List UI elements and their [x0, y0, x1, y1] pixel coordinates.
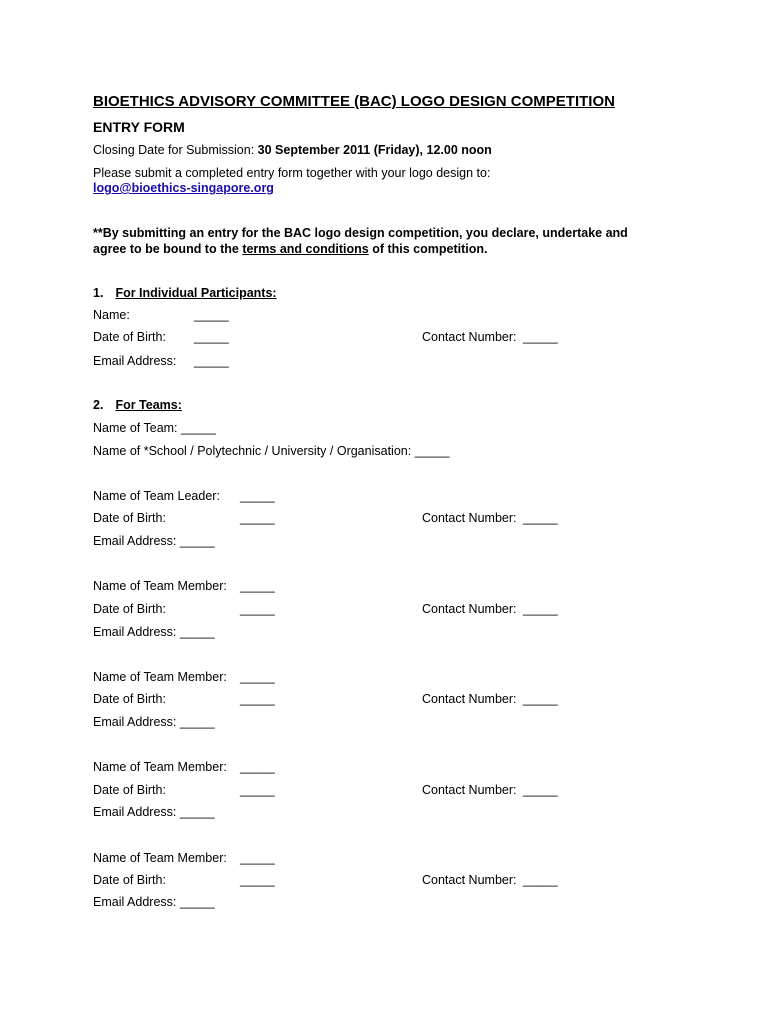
team-leader-email-row — [93, 534, 215, 548]
section-teams-heading — [93, 398, 182, 412]
team-member-4-dob-field[interactable]: _____ — [240, 873, 275, 887]
submission-email-link[interactable]: logo@bioethics-singapore.org — [93, 181, 274, 195]
team-member-1-contact-label: Contact Number: — [422, 602, 517, 616]
team-member-2-contact-field[interactable]: _____ — [523, 692, 558, 706]
section-1-number: 1. — [93, 286, 104, 300]
team-member-4-email-row — [93, 895, 215, 909]
team-member-1-email-row — [93, 625, 215, 639]
declaration-line-1: **By submitting an entry for the BAC logo design competition, you declare, undertake and — [93, 226, 628, 240]
individual-dob-field[interactable]: _____ — [194, 330, 229, 344]
team-member-4-contact-label: Contact Number: — [422, 873, 517, 887]
team-member-3-contact-label: Contact Number: — [422, 783, 517, 797]
document-title: BIOETHICS ADVISORY COMMITTEE (BAC) LOGO DESIGN COMPETITION — [93, 93, 615, 110]
team-leader-dob-label: Date of Birth: — [93, 511, 166, 525]
organisation-row — [93, 444, 449, 458]
team-member-2-name-label: Name of Team Member: — [93, 670, 227, 684]
organisation-field[interactable]: _____ — [414, 444, 450, 458]
individual-email-field[interactable]: _____ — [194, 354, 229, 368]
section-1-title: For Individual Participants: — [115, 286, 277, 300]
team-member-2-contact-label: Contact Number: — [422, 692, 517, 706]
team-member-2-email-label: Email Address: — [93, 715, 177, 729]
team-member-4-contact-field[interactable]: _____ — [523, 873, 558, 887]
team-member-2-dob-label: Date of Birth: — [93, 692, 166, 706]
team-member-1-name-field[interactable]: _____ — [240, 579, 275, 593]
closing-date-value: 30 September 2011 (Friday), 12.00 noon — [257, 143, 492, 157]
section-2-number: 2. — [93, 398, 104, 412]
team-leader-name-field[interactable]: _____ — [240, 489, 275, 503]
organisation-label: Name of *School / Polytechnic / University / Organisation: — [93, 444, 412, 458]
team-member-4-name-label: Name of Team Member: — [93, 851, 227, 865]
team-member-3-name-field[interactable]: _____ — [240, 760, 275, 774]
team-name-row — [93, 421, 216, 435]
individual-email-label: Email Address: — [93, 354, 177, 368]
team-member-2-name-field[interactable]: _____ — [240, 670, 275, 684]
team-leader-email-label: Email Address: — [93, 534, 177, 548]
team-member-1-name-label: Name of Team Member: — [93, 579, 227, 593]
form-subtitle: ENTRY FORM — [93, 119, 185, 135]
team-member-3-email-field[interactable]: _____ — [179, 805, 215, 819]
team-member-4-email-label: Email Address: — [93, 895, 177, 909]
team-name-field[interactable]: _____ — [181, 421, 216, 435]
declaration-line-2: agree to be bound to the terms and conditions of this competition. — [93, 242, 488, 256]
team-member-1-email-field[interactable]: _____ — [179, 625, 215, 639]
submit-instruction: Please submit a completed entry form together with your logo design to: — [93, 166, 491, 180]
individual-name-label: Name: — [93, 308, 130, 322]
team-member-3-email-row — [93, 805, 215, 819]
team-leader-contact-field[interactable]: _____ — [523, 511, 558, 525]
declaration — [93, 225, 628, 257]
closing-date-line — [93, 143, 492, 157]
team-member-3-dob-label: Date of Birth: — [93, 783, 166, 797]
team-member-2-email-row — [93, 715, 215, 729]
team-member-4-email-field[interactable]: _____ — [179, 895, 215, 909]
team-leader-name-label: Name of Team Leader: — [93, 489, 220, 503]
team-name-label: Name of Team: — [93, 421, 178, 435]
terms-link[interactable]: terms and conditions — [242, 242, 369, 256]
individual-name-field[interactable]: _____ — [194, 308, 229, 322]
team-member-1-dob-label: Date of Birth: — [93, 602, 166, 616]
team-member-2-dob-field[interactable]: _____ — [240, 692, 275, 706]
team-member-4-name-field[interactable]: _____ — [240, 851, 275, 865]
individual-dob-label: Date of Birth: — [93, 330, 166, 344]
team-member-1-contact-field[interactable]: _____ — [523, 602, 558, 616]
team-member-1-email-label: Email Address: — [93, 625, 177, 639]
team-member-2-email-field[interactable]: _____ — [179, 715, 215, 729]
individual-contact-label: Contact Number: — [422, 330, 517, 344]
team-member-3-email-label: Email Address: — [93, 805, 177, 819]
team-leader-email-field[interactable]: _____ — [179, 534, 215, 548]
team-member-4-dob-label: Date of Birth: — [93, 873, 166, 887]
team-member-3-contact-field[interactable]: _____ — [523, 783, 558, 797]
section-2-title: For Teams: — [115, 398, 182, 412]
team-leader-contact-label: Contact Number: — [422, 511, 517, 525]
closing-date-label: Closing Date for Submission: — [93, 143, 258, 157]
team-leader-dob-field[interactable]: _____ — [240, 511, 275, 525]
team-member-3-dob-field[interactable]: _____ — [240, 783, 275, 797]
section-individual-heading — [93, 286, 277, 300]
team-member-1-dob-field[interactable]: _____ — [240, 602, 275, 616]
individual-contact-field[interactable]: _____ — [523, 330, 558, 344]
team-member-3-name-label: Name of Team Member: — [93, 760, 227, 774]
